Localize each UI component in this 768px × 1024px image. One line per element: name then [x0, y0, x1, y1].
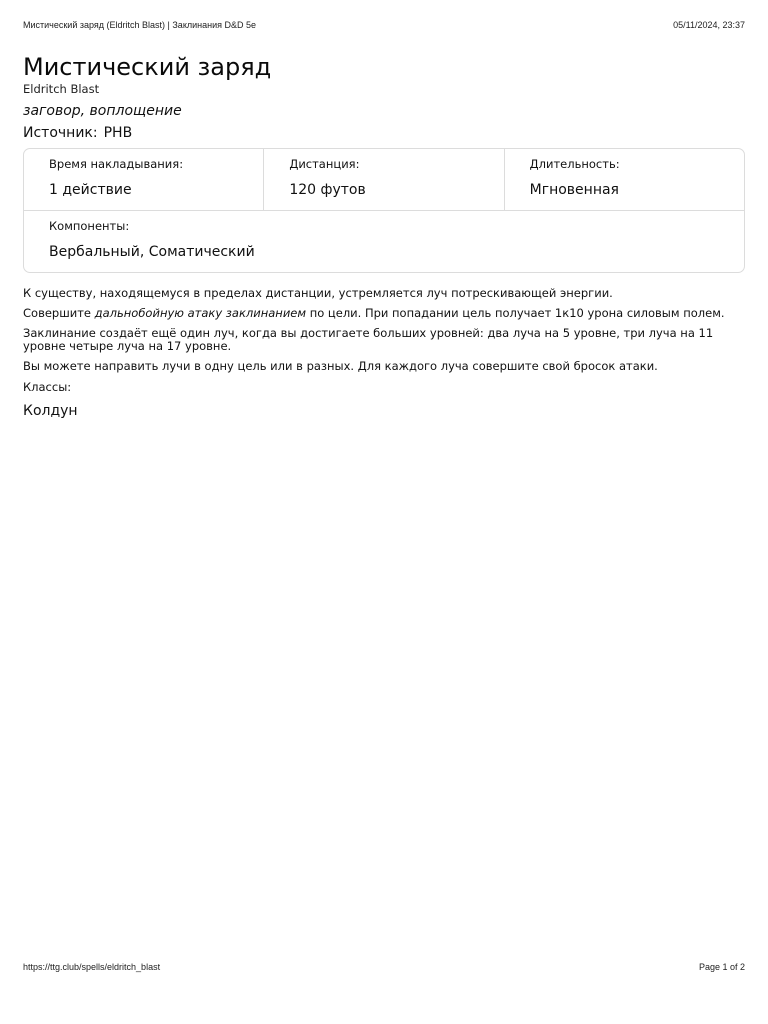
description-p2-emphasis: дальнобойную атаку заклинанием — [94, 306, 307, 320]
components-label: Компоненты: — [49, 219, 130, 233]
spell-content — [23, 52, 745, 420]
casting-time-value: 1 действие — [49, 182, 132, 198]
classes-value: Колдун — [23, 403, 78, 419]
source-value: PHB — [103, 125, 133, 141]
print-header-datetime: 05/11/2024, 23:37 — [673, 20, 745, 30]
duration-value: Мгновенная — [529, 182, 619, 198]
range-label: Дистанция: — [289, 157, 360, 171]
spell-english-name: Eldritch Blast — [23, 82, 100, 96]
spell-source — [23, 124, 745, 142]
spell-school: заговор, воплощение — [23, 103, 182, 119]
print-footer-url: https://ttg.club/spells/eldritch_blast — [23, 962, 161, 972]
duration-cell — [504, 149, 744, 210]
description-p2-before: Совершите — [23, 306, 95, 320]
components-cell — [24, 211, 744, 272]
description-paragraph-1: К существу, находящемуся в пределах дистанции, устремляется луч потрескивающей энергии. — [23, 286, 613, 300]
casting-time-label: Время накладывания: — [49, 157, 184, 171]
components-value: Вербальный, Соматический — [49, 244, 255, 260]
casting-time-cell — [24, 149, 263, 210]
spell-stats-card — [23, 148, 745, 273]
stats-row-top — [24, 149, 744, 211]
spell-title: Мистический заряд — [23, 53, 272, 81]
description-p2-after: по цели. При попадании цель получает 1к10 урона силовым полем. — [306, 306, 725, 320]
description-paragraph-3: Заклинание создаёт ещё один луч, когда вы достигаете больших уровней: два луча на 5 уровне, три луча на 11 уровне четыре луча на 17 уровне. — [23, 326, 714, 353]
print-footer — [23, 962, 745, 972]
range-cell — [263, 149, 503, 210]
description-paragraph-4: Вы можете направить лучи в одну цель или в разных. Для каждого луча совершите свой бросок атаки. — [23, 359, 658, 373]
duration-label: Длительность: — [529, 157, 620, 171]
stats-row-bottom — [24, 211, 744, 272]
print-header-title: Мистический заряд (Eldritch Blast) | Заклинания D&D 5e — [23, 20, 256, 30]
print-header — [23, 20, 745, 30]
description-paragraph-2 — [23, 307, 745, 320]
range-value: 120 футов — [289, 182, 366, 198]
source-label: Источник: — [23, 125, 98, 141]
spell-description — [23, 287, 745, 373]
classes-label: Классы: — [23, 380, 72, 394]
print-footer-page: Page 1 of 2 — [698, 962, 745, 972]
